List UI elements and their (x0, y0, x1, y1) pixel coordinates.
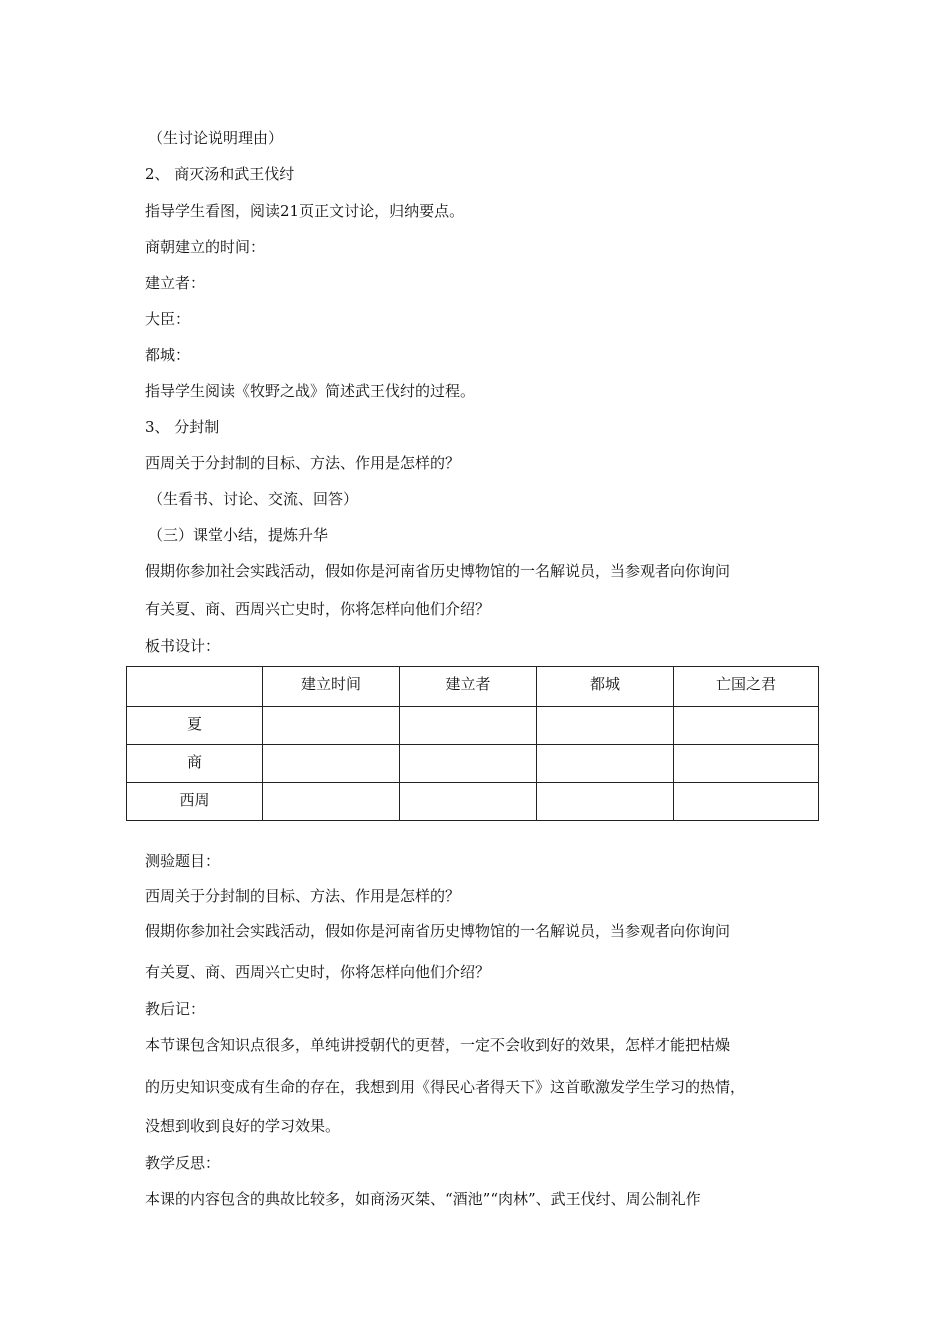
table-header-cell: 建立者 (400, 667, 537, 707)
table-header-cell: 亡国之君 (674, 667, 819, 707)
table-cell (263, 707, 400, 745)
text-line: 本节课包含知识点很多，单纯讲授朝代的更替，一定不会收到好的效果，怎样才能把枯燥 (145, 1036, 731, 1054)
section-heading: 教学反思： (145, 1154, 221, 1172)
text-line: 都城： (145, 346, 191, 364)
text-line: 指导学生看图，阅读21页正文讨论，归纳要点。 (145, 202, 465, 220)
text-line: 西周关于分封制的目标、方法、作用是怎样的？ (145, 887, 461, 905)
table-header-cell: 都城 (537, 667, 674, 707)
section-heading: 3、 分封制 (145, 418, 220, 436)
text-line: 没想到收到良好的学习效果。 (145, 1117, 341, 1135)
table-cell (400, 745, 537, 783)
text-line: 假期你参加社会实践活动，假如你是河南省历史博物馆的一名解说员，当参观者向你询问 (145, 922, 731, 940)
text-line: （生讨论说明理由） (148, 129, 284, 147)
table-cell: 夏 (127, 707, 263, 745)
board-design-table (126, 666, 819, 821)
section-heading: 2、 商灭汤和武王伐纣 (145, 165, 295, 183)
text-line: 指导学生阅读《牧野之战》简述武王伐纣的过程。 (145, 382, 476, 400)
table-row (127, 745, 819, 783)
text-line: 西周关于分封制的目标、方法、作用是怎样的？ (145, 454, 461, 472)
table-cell (674, 745, 819, 783)
text-line: 有关夏、商、西周兴亡史时，你将怎样向他们介绍？ (145, 963, 491, 981)
text-line: 建立者： (145, 274, 206, 292)
table-cell (674, 783, 819, 821)
text-line: （生看书、讨论、交流、回答） (148, 490, 359, 508)
text-line: 本课的内容包含的典故比较多，如商汤灭桀、“酒池”“肉林”、武王伐纣、周公制礼作 (145, 1190, 701, 1208)
table-row (127, 783, 819, 821)
text-line: 板书设计： (145, 637, 221, 655)
table-cell: 西周 (127, 783, 263, 821)
table-cell (674, 707, 819, 745)
table-header-cell (127, 667, 263, 707)
text-line: 商朝建立的时间： (145, 238, 266, 256)
table-cell: 商 (127, 745, 263, 783)
table-cell (537, 745, 674, 783)
text-line: 假期你参加社会实践活动，假如你是河南省历史博物馆的一名解说员，当参观者向你询问 (145, 562, 731, 580)
table-cell (400, 783, 537, 821)
table-cell (400, 707, 537, 745)
table-header-cell: 建立时间 (263, 667, 400, 707)
section-heading: 教后记： (145, 1000, 206, 1018)
table-header-row (127, 667, 819, 707)
text-line: 有关夏、商、西周兴亡史时，你将怎样向他们介绍？ (145, 600, 491, 618)
table-cell (263, 745, 400, 783)
table-row (127, 707, 819, 745)
table-cell (263, 783, 400, 821)
section-heading: （三）课堂小结，提炼升华 (148, 526, 329, 544)
text-line: 大臣： (145, 310, 191, 328)
section-heading: 测验题目： (145, 852, 221, 870)
text-line: 的历史知识变成有生命的存在，我想到用《得民心者得天下》这首歌激发学生学习的热情， (145, 1078, 746, 1096)
table-cell (537, 707, 674, 745)
table-cell (537, 783, 674, 821)
